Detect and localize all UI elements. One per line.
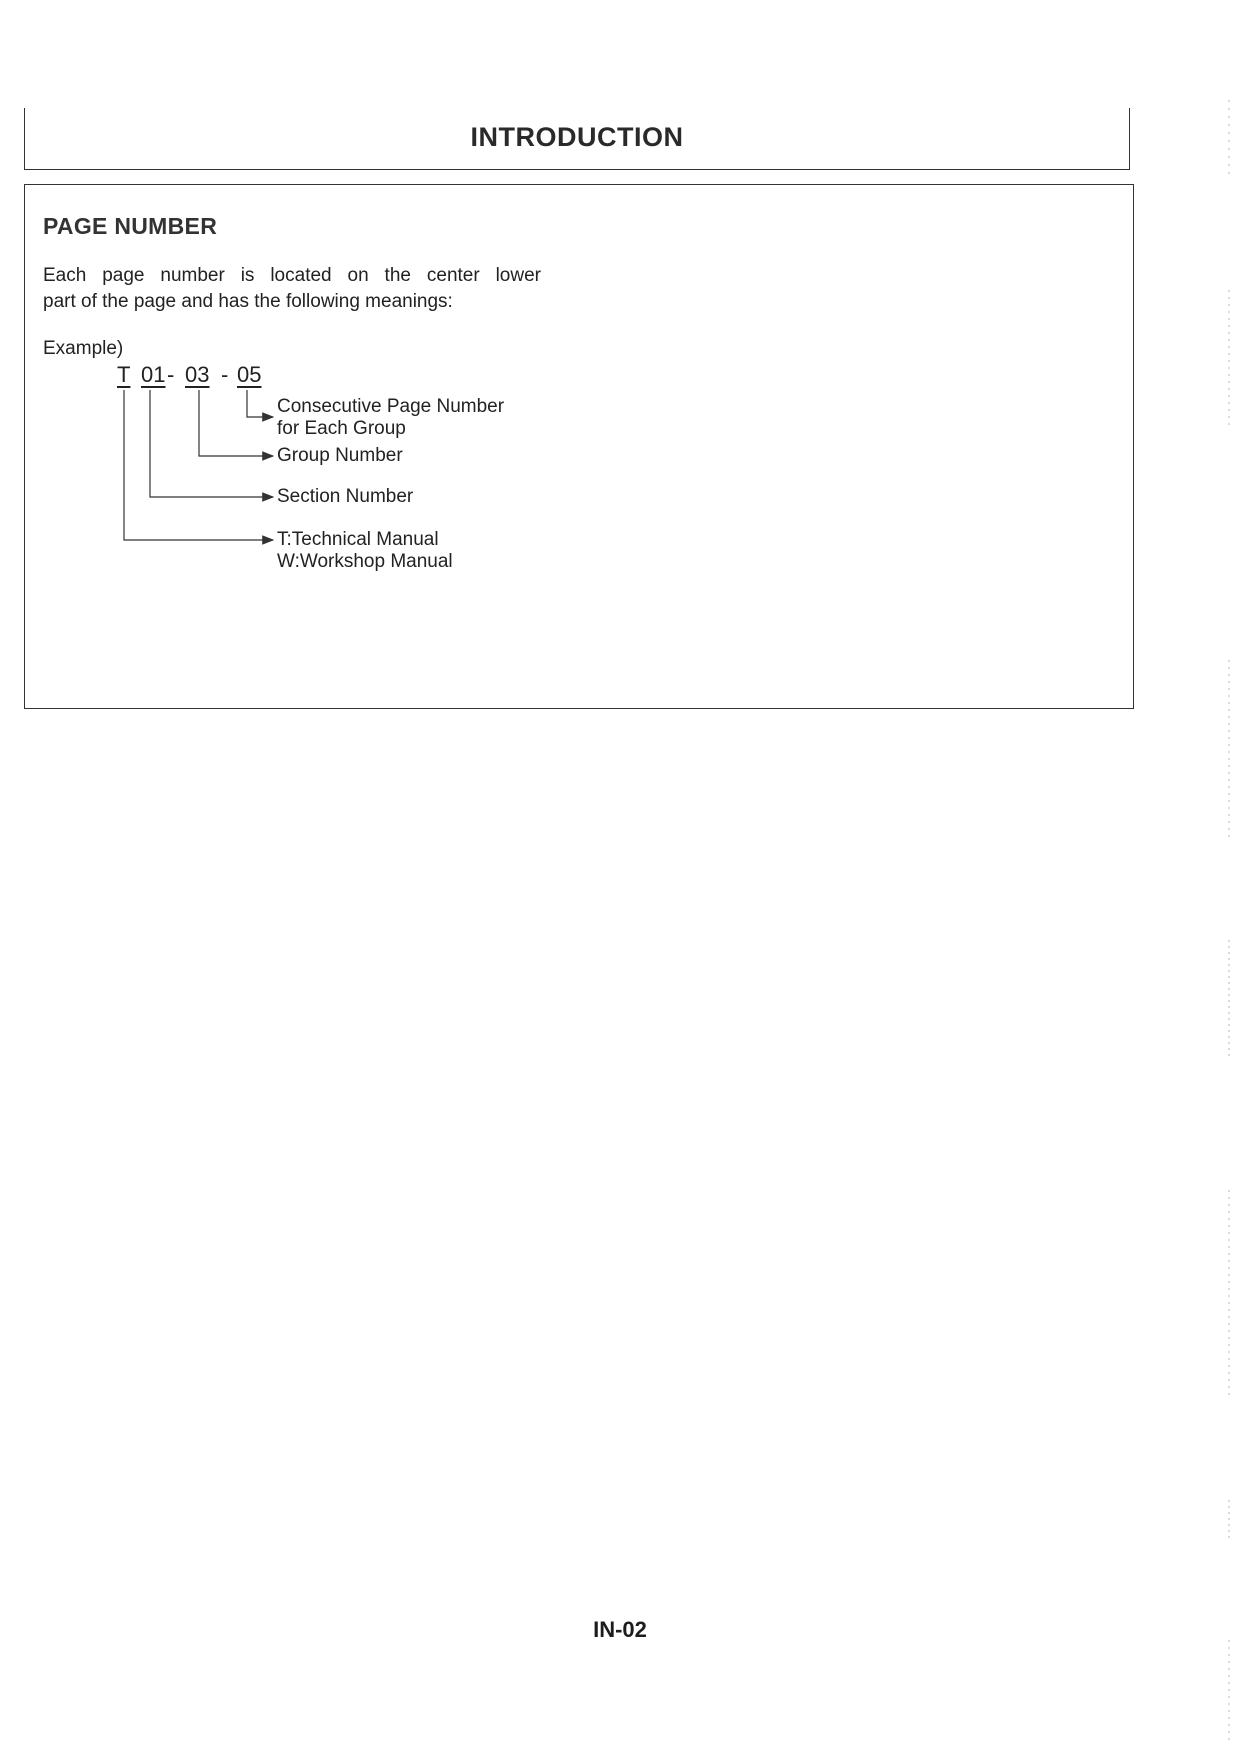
legend-line: T:Technical Manual	[277, 529, 439, 550]
legend-manual-type	[277, 529, 453, 573]
code-prefix: T	[117, 362, 131, 387]
scan-edge-marks	[1225, 100, 1237, 1740]
footer-page-number: IN-02	[593, 1617, 647, 1642]
example-label: Example)	[43, 338, 124, 359]
legend-line: for Each Group	[277, 418, 406, 439]
section-heading: PAGE NUMBER	[43, 213, 218, 239]
code-section: 01	[141, 362, 166, 387]
header-frame	[24, 108, 1130, 170]
section-connector	[150, 390, 273, 497]
code-separator: -	[221, 362, 229, 387]
page-title: INTRODUCTION	[470, 122, 684, 152]
code-group: 03	[185, 362, 210, 387]
paragraph-line: Each page number is located on the center lower	[43, 265, 541, 286]
content-frame	[24, 184, 1134, 709]
page-connector	[247, 390, 273, 417]
paragraph-line: part of the page and has the following meanings:	[43, 291, 453, 312]
code-separator: -	[167, 362, 175, 387]
connector-lines	[25, 185, 1131, 705]
legend-group-number: Group Number	[277, 445, 403, 466]
legend-line: W:Workshop Manual	[277, 551, 453, 572]
code-page: 05	[237, 362, 262, 387]
legend-section-number: Section Number	[277, 486, 414, 507]
group-connector	[199, 390, 273, 456]
legend-consecutive-page	[277, 396, 504, 440]
legend-line: Consecutive Page Number	[277, 396, 505, 417]
